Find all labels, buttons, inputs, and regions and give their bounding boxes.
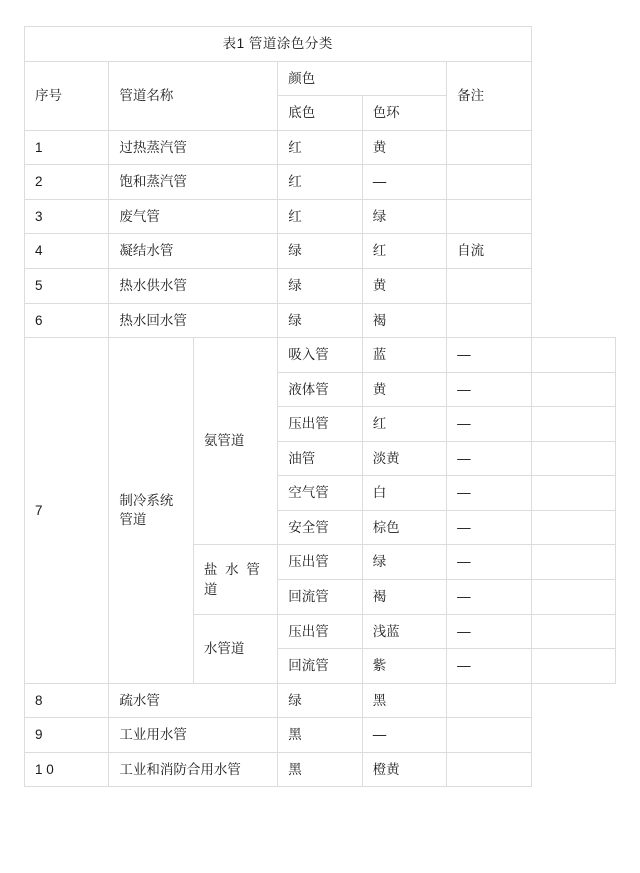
row-color-ring: — bbox=[447, 338, 531, 373]
row-base-color: 绿 bbox=[278, 268, 362, 303]
row-no: 3 bbox=[25, 199, 109, 234]
subgroup-label: 氨管道 bbox=[193, 338, 277, 545]
row-no: 1 0 bbox=[25, 752, 109, 787]
row-color-ring: 红 bbox=[362, 234, 446, 269]
row-name: 饱和蒸汽管 bbox=[109, 165, 278, 200]
table-row bbox=[25, 338, 616, 373]
row-remark bbox=[531, 407, 615, 442]
row-color-ring: — bbox=[447, 545, 531, 580]
row-color-ring: 黄 bbox=[362, 268, 446, 303]
row-color-ring: — bbox=[447, 441, 531, 476]
table-row bbox=[25, 199, 616, 234]
header-name: 管道名称 bbox=[109, 61, 278, 130]
row-color-ring: 橙黄 bbox=[362, 752, 446, 787]
row-base-color: 黑 bbox=[278, 752, 362, 787]
row-no: 4 bbox=[25, 234, 109, 269]
row-name: 疏水管 bbox=[109, 683, 278, 718]
row-remark bbox=[531, 476, 615, 511]
row-remark bbox=[531, 545, 615, 580]
row-base-color: 绿 bbox=[278, 234, 362, 269]
table-caption: 表1 管道涂色分类 bbox=[25, 27, 532, 62]
table-row bbox=[25, 303, 616, 338]
table-header-row-1 bbox=[25, 61, 616, 96]
row-remark bbox=[531, 338, 615, 373]
row-color-ring: — bbox=[447, 476, 531, 511]
row-base-color: 浅蓝 bbox=[362, 614, 446, 649]
row-base-color: 红 bbox=[278, 165, 362, 200]
row-color-ring: — bbox=[362, 718, 446, 753]
table-row bbox=[25, 234, 616, 269]
row-color-ring: — bbox=[447, 614, 531, 649]
row-subname: 吸入管 bbox=[278, 338, 362, 373]
row-remark bbox=[447, 303, 531, 338]
row-remark bbox=[531, 649, 615, 684]
row-color-ring: — bbox=[447, 510, 531, 545]
row-no: 6 bbox=[25, 303, 109, 338]
row-remark bbox=[447, 718, 531, 753]
row-subname: 油管 bbox=[278, 441, 362, 476]
row-subname: 安全管 bbox=[278, 510, 362, 545]
row-name: 废气管 bbox=[109, 199, 278, 234]
row-name: 热水回水管 bbox=[109, 303, 278, 338]
row-no: 8 bbox=[25, 683, 109, 718]
table-row bbox=[25, 752, 616, 787]
row-subname: 压出管 bbox=[278, 545, 362, 580]
row-subname: 回流管 bbox=[278, 580, 362, 615]
header-remark: 备注 bbox=[447, 61, 531, 130]
header-base-color: 底色 bbox=[278, 96, 362, 131]
pipe-color-classification-table bbox=[24, 26, 616, 787]
row-subname: 压出管 bbox=[278, 614, 362, 649]
row-base-color: 红 bbox=[278, 199, 362, 234]
row-remark bbox=[447, 752, 531, 787]
table-row bbox=[25, 683, 616, 718]
row-name: 工业用水管 bbox=[109, 718, 278, 753]
row-remark bbox=[447, 165, 531, 200]
row-base-color: 棕色 bbox=[362, 510, 446, 545]
row-base-color: 红 bbox=[362, 407, 446, 442]
row-remark bbox=[531, 510, 615, 545]
table-row bbox=[25, 268, 616, 303]
row-remark bbox=[447, 199, 531, 234]
table-caption-row bbox=[25, 27, 616, 62]
row-color-ring: — bbox=[447, 407, 531, 442]
row-name: 凝结水管 bbox=[109, 234, 278, 269]
row-no: 1 bbox=[25, 130, 109, 165]
row-color-ring: — bbox=[447, 580, 531, 615]
row-no: 9 bbox=[25, 718, 109, 753]
row-base-color: 红 bbox=[278, 130, 362, 165]
row-remark bbox=[447, 268, 531, 303]
row-color-ring: 绿 bbox=[362, 199, 446, 234]
table-row bbox=[25, 165, 616, 200]
row-no: 2 bbox=[25, 165, 109, 200]
row-base-color: 绿 bbox=[278, 683, 362, 718]
row-base-color: 淡黄 bbox=[362, 441, 446, 476]
row-base-color: 绿 bbox=[278, 303, 362, 338]
row-remark bbox=[531, 441, 615, 476]
row-base-color: 褐 bbox=[362, 580, 446, 615]
row-color-ring: — bbox=[362, 165, 446, 200]
row-subname: 压出管 bbox=[278, 407, 362, 442]
row-color-ring: 褐 bbox=[362, 303, 446, 338]
row-remark bbox=[531, 614, 615, 649]
row-remark bbox=[531, 372, 615, 407]
row-name: 过热蒸汽管 bbox=[109, 130, 278, 165]
table-row bbox=[25, 718, 616, 753]
header-color: 颜色 bbox=[278, 61, 447, 96]
row-base-color: 蓝 bbox=[362, 338, 446, 373]
row-base-color: 白 bbox=[362, 476, 446, 511]
subgroup-label: 水管道 bbox=[193, 614, 277, 683]
row-base-color: 紫 bbox=[362, 649, 446, 684]
row-name: 热水供水管 bbox=[109, 268, 278, 303]
row-base-color: 黄 bbox=[362, 372, 446, 407]
row-base-color: 绿 bbox=[362, 545, 446, 580]
row-name: 工业和消防合用水管 bbox=[109, 752, 278, 787]
header-color-ring: 色环 bbox=[362, 96, 446, 131]
row-subname: 空气管 bbox=[278, 476, 362, 511]
row-remark bbox=[447, 683, 531, 718]
row-subname: 回流管 bbox=[278, 649, 362, 684]
header-no: 序号 bbox=[25, 61, 109, 130]
row-no: 7 bbox=[25, 338, 109, 684]
row-subname: 液体管 bbox=[278, 372, 362, 407]
row-remark: 自流 bbox=[447, 234, 531, 269]
row-remark bbox=[447, 130, 531, 165]
row-remark bbox=[531, 580, 615, 615]
row-color-ring: — bbox=[447, 372, 531, 407]
row-base-color: 黑 bbox=[278, 718, 362, 753]
row-color-ring: 黑 bbox=[362, 683, 446, 718]
subgroup-label: 盐 水 管 道 bbox=[193, 545, 277, 614]
row-color-ring: 黄 bbox=[362, 130, 446, 165]
row-no: 5 bbox=[25, 268, 109, 303]
row-name: 制冷系统管道 bbox=[109, 338, 193, 684]
row-color-ring: — bbox=[447, 649, 531, 684]
table-row bbox=[25, 130, 616, 165]
